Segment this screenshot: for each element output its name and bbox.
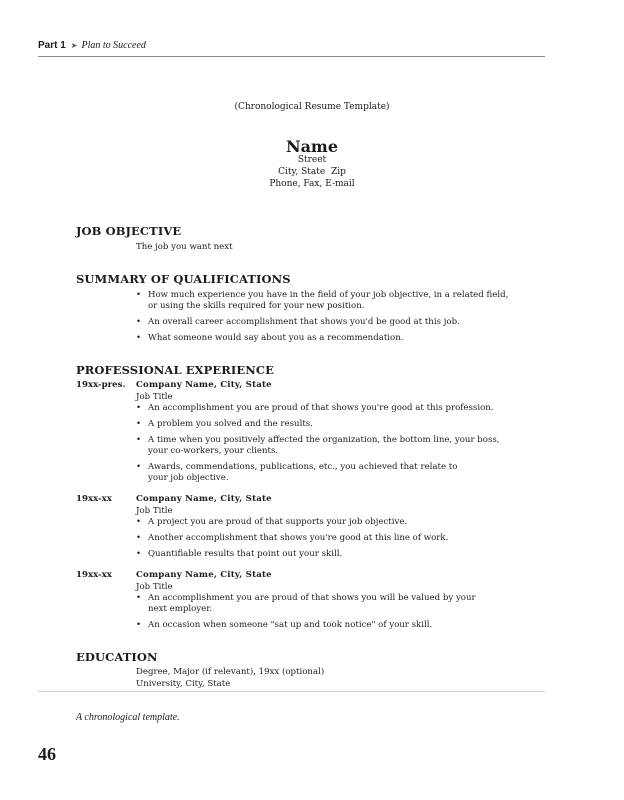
- resume-name: Name: [285, 137, 339, 156]
- job-dates: 19xx-xx: [76, 494, 112, 504]
- education-heading: EDUCATION: [76, 650, 158, 664]
- job-bullets: [136, 593, 496, 636]
- job-title: Job Title: [136, 392, 173, 402]
- experience-heading: PROFESSIONAL EXPERIENCE: [76, 363, 274, 377]
- job-company: Company Name, City, State: [136, 494, 272, 504]
- list-item: • A project you are proud of that supports your job objective.: [136, 517, 516, 528]
- job-bullets: [136, 403, 516, 489]
- job-bullets: [136, 517, 516, 565]
- summary-list: [136, 290, 511, 349]
- contact-city-state-zip: City, State Zip: [278, 167, 346, 177]
- job-dates: 19xx-xx: [76, 570, 112, 580]
- summary-heading: SUMMARY OF QUALIFICATIONS: [76, 272, 291, 286]
- job-objective-heading: JOB OBJECTIVE: [76, 224, 182, 238]
- education-university: University, City, State: [136, 679, 231, 689]
- list-item: • A time when you positively affected the organization, the bottom line, your boss, your co-workers, your clients.: [136, 435, 516, 457]
- running-header: [38, 40, 545, 51]
- template-label: (Chronological Resume Template): [234, 102, 390, 112]
- header-divider: [38, 56, 545, 57]
- contact-block: [0, 154, 624, 190]
- part-label: Part 1: [38, 40, 66, 51]
- list-item: • How much experience you have in the field of your job objective, in a related field, or using the skills required for your new position.: [136, 290, 511, 312]
- page-number: 46: [38, 744, 56, 764]
- list-item: • An accomplishment you are proud of that shows you will be valued by your next employer.: [136, 593, 496, 615]
- job-company: Company Name, City, State: [136, 380, 272, 390]
- contact-phone-fax-email: Phone, Fax, E-mail: [269, 179, 355, 189]
- education-degree: Degree, Major (if relevant), 19xx (optional): [136, 667, 325, 677]
- list-item: • An accomplishment you are proud of that shows you're good at this profession.: [136, 403, 516, 414]
- caption-divider: [38, 691, 545, 692]
- list-item: • Awards, commendations, publications, etc., you achieved that relate to your job objective.: [136, 462, 478, 484]
- job-objective-text: The job you want next: [136, 242, 233, 252]
- list-item: • An occasion when someone "sat up and took notice" of your skill.: [136, 620, 496, 631]
- list-item: • An overall career accomplishment that shows you'd be good at this job.: [136, 317, 511, 328]
- job-title: Job Title: [136, 582, 173, 592]
- part-subtitle: Plan to Succeed: [81, 40, 146, 51]
- figure-caption: A chronological template.: [76, 712, 180, 723]
- job-title: Job Title: [136, 506, 173, 516]
- list-item: • What someone would say about you as a recommendation.: [136, 333, 511, 344]
- list-item: • A problem you solved and the results.: [136, 419, 516, 430]
- job-company: Company Name, City, State: [136, 570, 272, 580]
- list-item: • Quantifiable results that point out your skill.: [136, 549, 516, 560]
- list-item: • Another accomplishment that shows you're good at this line of work.: [136, 533, 516, 544]
- arrow-right-icon: ➤: [70, 41, 78, 50]
- job-dates: 19xx-pres.: [76, 380, 126, 390]
- contact-street: Street: [297, 155, 327, 165]
